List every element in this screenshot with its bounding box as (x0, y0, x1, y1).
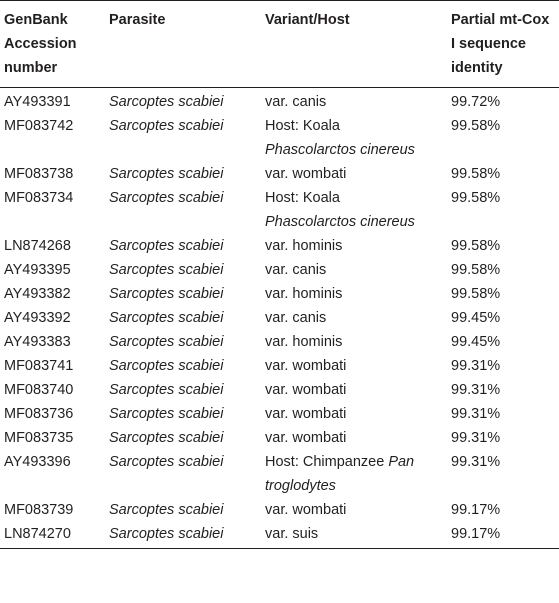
identity-cell: 99.45% (451, 310, 501, 326)
accession-cell: AY493391 (4, 94, 71, 110)
variant-text: var. wombati (265, 502, 347, 518)
variant-text: var. wombati (265, 406, 347, 422)
header-variant-host: Variant/Host (265, 12, 350, 28)
table-body (0, 88, 559, 549)
accession-cell: MF083741 (4, 358, 74, 374)
table-row (0, 186, 559, 234)
variant-cell (261, 306, 447, 330)
parasite-cell: Sarcoptes scabiei (109, 262, 224, 278)
identity-cell: 99.58% (451, 118, 501, 134)
accession-cell: AY493383 (4, 334, 71, 350)
identity-cell: 99.45% (451, 334, 501, 350)
table-row (0, 354, 559, 378)
table-row (0, 282, 559, 306)
table-header (0, 1, 559, 88)
header-accession-line-1: GenBank (4, 12, 68, 28)
table-row (0, 378, 559, 402)
variant-species-text: Phascolarctos cinereus (265, 142, 415, 158)
identity-cell: 99.58% (451, 190, 501, 206)
variant-text: var. canis (265, 262, 327, 278)
parasite-cell: Sarcoptes scabiei (109, 286, 224, 302)
parasite-cell: Sarcoptes scabiei (109, 166, 224, 182)
table-row (0, 498, 559, 522)
accession-cell: MF083742 (4, 118, 74, 134)
header-parasite: Parasite (109, 12, 166, 28)
parasite-cell: Sarcoptes scabiei (109, 406, 224, 422)
variant-cell (261, 282, 447, 306)
accession-cell: MF083734 (4, 190, 74, 206)
header-accession (0, 1, 105, 88)
identity-cell: 99.31% (451, 430, 501, 446)
table-row (0, 234, 559, 258)
identity-cell: 99.17% (451, 502, 501, 518)
variant-text: Host: Koala (265, 118, 340, 134)
variant-cell (261, 378, 447, 402)
parasite-cell: Sarcoptes scabiei (109, 430, 224, 446)
accession-cell: MF083738 (4, 166, 74, 182)
variant-text: var. wombati (265, 430, 347, 446)
header-row (0, 1, 559, 88)
variant-text: var. wombati (265, 382, 347, 398)
header-accession-line-2: Accession (4, 36, 77, 52)
identity-cell: 99.31% (451, 406, 501, 422)
variant-text: var. wombati (265, 358, 347, 374)
variant-text: var. suis (265, 526, 319, 542)
header-identity-line-2: I sequence (451, 36, 526, 52)
variant-cell (261, 426, 447, 450)
parasite-cell: Sarcoptes scabiei (109, 238, 224, 254)
parasite-cell: Sarcoptes scabiei (109, 334, 224, 350)
parasite-cell: Sarcoptes scabiei (109, 502, 224, 518)
accession-cell: MF083735 (4, 430, 74, 446)
identity-cell: 99.17% (451, 526, 501, 542)
parasite-cell: Sarcoptes scabiei (109, 526, 224, 542)
variant-text: Host: Chimpanzee (265, 454, 389, 470)
variant-text: var. wombati (265, 166, 347, 182)
variant-text: Host: Koala (265, 190, 340, 206)
parasite-cell: Sarcoptes scabiei (109, 118, 224, 134)
variant-cell (261, 522, 447, 549)
accession-cell: MF083736 (4, 406, 74, 422)
table-row (0, 88, 559, 115)
identity-cell: 99.72% (451, 94, 501, 110)
header-accession-line-3: number (4, 60, 58, 76)
parasite-cell: Sarcoptes scabiei (109, 358, 224, 374)
header-identity (447, 1, 559, 88)
accession-cell: AY493396 (4, 454, 71, 470)
accession-cell: MF083739 (4, 502, 74, 518)
variant-cell (261, 258, 447, 282)
accession-cell: MF083740 (4, 382, 74, 398)
identity-cell: 99.31% (451, 454, 501, 470)
identity-cell: 99.31% (451, 382, 501, 398)
accession-cell: AY493392 (4, 310, 71, 326)
variant-cell (261, 330, 447, 354)
table-row (0, 450, 559, 498)
table-row (0, 162, 559, 186)
variant-cell (261, 402, 447, 426)
identity-cell: 99.58% (451, 238, 501, 254)
accession-cell: AY493382 (4, 286, 71, 302)
variant-cell (261, 114, 447, 162)
variant-species-text: troglodytes (265, 478, 336, 494)
parasite-cell: Sarcoptes scabiei (109, 190, 224, 206)
variant-text: var. hominis (265, 286, 343, 302)
identity-cell: 99.58% (451, 262, 501, 278)
header-identity-line-3: identity (451, 60, 503, 76)
variant-cell (261, 354, 447, 378)
parasite-cell: Sarcoptes scabiei (109, 454, 224, 470)
parasite-cell: Sarcoptes scabiei (109, 94, 224, 110)
variant-cell (261, 88, 447, 115)
table-row (0, 522, 559, 549)
variant-cell (261, 162, 447, 186)
header-identity-line-1: Partial mt-Cox (451, 12, 550, 28)
table-row (0, 306, 559, 330)
variant-species-text: Pan (388, 454, 415, 470)
variant-cell (261, 498, 447, 522)
parasite-cell: Sarcoptes scabiei (109, 310, 224, 326)
variant-text: var. hominis (265, 238, 343, 254)
identity-cell: 99.31% (451, 358, 501, 374)
table-row (0, 426, 559, 450)
variant-species-text: Phascolarctos cinereus (265, 214, 415, 230)
variant-cell (261, 186, 447, 234)
table-row (0, 402, 559, 426)
accession-cell: LN874268 (4, 238, 71, 254)
variant-text: var. hominis (265, 334, 343, 350)
variant-cell (261, 234, 447, 258)
variant-text: var. canis (265, 94, 327, 110)
identity-cell: 99.58% (451, 166, 501, 182)
variant-cell (261, 450, 447, 498)
table-row (0, 258, 559, 282)
accession-cell: LN874270 (4, 526, 71, 542)
identity-cell: 99.58% (451, 286, 501, 302)
table-row (0, 114, 559, 162)
variant-text: var. canis (265, 310, 327, 326)
table-row (0, 330, 559, 354)
accession-cell: AY493395 (4, 262, 71, 278)
parasite-cell: Sarcoptes scabiei (109, 382, 224, 398)
